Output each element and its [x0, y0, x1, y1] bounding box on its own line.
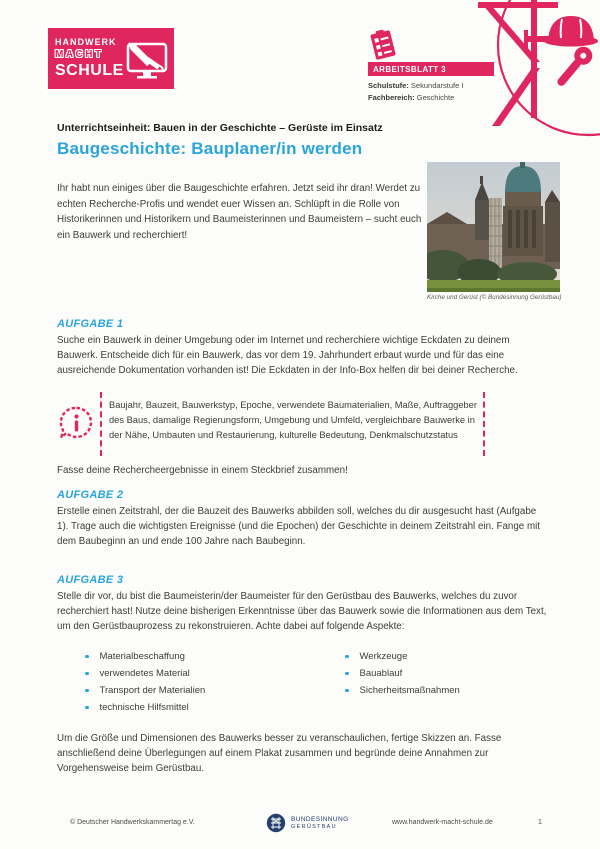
info-icon [58, 405, 95, 442]
task1-heading: AUFGABE 1 [57, 318, 124, 330]
worksheet-badge-label: ARBEITSBLATT 3 [373, 64, 447, 74]
list-item: Werkzeuge [345, 648, 460, 665]
task3-bullet-list-left [85, 648, 205, 716]
page-footer [0, 810, 600, 840]
logo-word-handwerk: HANDWERK [55, 37, 117, 47]
bullet-icon [85, 672, 89, 676]
footer-logo-line2: GERÜSTBAU [291, 823, 337, 830]
bullet-icon [85, 706, 89, 710]
list-item: verwendetes Material [85, 665, 205, 682]
infobox-text: Baujahr, Bauzeit, Bauwerkstyp, Epoche, verwendete Baumaterialien, Maße, Auftraggeber des Baus, damalige Regierungsform, Umgebung und Umfeld, vergleichbare Bauwerke in der Nähe, Umbauten und Restaurierung, kulturelle Bedeutung, Denkmalschutzstatus [109, 400, 477, 440]
intro-paragraph: Ihr habt nun einiges über die Baugeschichte erfahren. Jetzt seid ihr dran! Werdet zu echten Recherche-Profis und wendet euer Wissen an. Schlüpft in die Rolle von Historikerinnen und Historikern und Baumeisterinnen und Baumeistern – sucht euch ein Bauwerk und recherchiert! [57, 183, 422, 241]
scaffold-tools-graphic [470, 0, 600, 160]
task2-heading: AUFGABE 2 [57, 489, 124, 501]
footer-logo-line1: BUNDESINNUNG [291, 815, 349, 823]
task2-body: Erstelle einen Zeitstrahl, der die Bauzeit des Bauwerks abbilden soll, welches du dir ausgesucht hast (Aufgabe 1). Trage auch die wichtigsten Ereignisse (und die Epochen) der Geschichte in deinem Zeitstrahl ein. Fange mit dem Baubeginn an und ende 100 Jahre nach Baubeginn. [57, 506, 541, 547]
handwerk-macht-schule-logo [48, 28, 174, 89]
task1-followup: Fasse deine Rechercheergebnisse in einem Steckbrief zusammen! [57, 465, 348, 476]
list-item: technische Hilfsmittel [85, 699, 205, 716]
bullet-icon [345, 689, 349, 693]
bullet-icon [345, 672, 349, 676]
infobox-right-rule [483, 392, 485, 456]
monitor-pencil-icon [124, 36, 170, 82]
list-item: Sicherheitsmaßnahmen [345, 682, 460, 699]
website-link[interactable]: www.handwerk-macht-schule.de [392, 819, 493, 826]
logo-word-macht: MACHT [55, 49, 104, 60]
bullet-icon [85, 655, 89, 659]
infobox-left-rule [100, 392, 102, 456]
list-item: Bauablauf [345, 665, 460, 682]
wrench-icon [552, 43, 596, 91]
task3-body: Stelle dir vor, du bist die Baumeisterin/der Baumeister für den Gerüstbau des Bauwerks, welches du zuvor recherchiert hast! Nutze deine bisherigen Erkenntnisse über das Bauwerk sowie die Informationen aus dem Text, um den Gerüstbauprozess zu rekonstruieren. Achte dabei auf folgende Aspekte: [57, 591, 547, 632]
fachbereich-row: Fachbereich: Geschichte [368, 93, 455, 102]
checklist-icon [366, 28, 400, 62]
photo-caption: Kirche und Gerüst (© Bundesinnung Gerüstbau) [427, 294, 562, 301]
logo-word-schule: SCHULE [55, 62, 124, 79]
task3-bullet-list-right [345, 648, 460, 699]
worksheet-meta [368, 80, 463, 104]
list-item: Materialbeschaffung [85, 648, 205, 665]
copyright-text: © Deutscher Handwerkskammertag e.V. [70, 819, 195, 826]
task3-heading: AUFGABE 3 [57, 574, 124, 586]
bullet-icon [345, 655, 349, 659]
worksheet-badge [368, 62, 494, 76]
schulstufe-row: Schulstufe: Sekundarstufe I [368, 81, 464, 90]
unit-kicker: Unterrichtseinheit: Bauen in der Geschichte – Gerüste im Einsatz [57, 122, 383, 134]
hard-hat-icon [544, 16, 598, 47]
bullet-icon [85, 689, 89, 693]
page-title: Baugeschichte: Bauplaner/in werden [57, 139, 363, 158]
bundesinnung-logo [266, 813, 349, 833]
bundesinnung-logo-icon [266, 813, 286, 833]
task3-closing: Um die Größe und Dimensionen des Bauwerks besser zu veranschaulichen, fertige Skizzen an. Fasse anschließend deine Überlegungen auf einem Plakat zusammen und begründe deine Annahmen zur Vorgehensweise beim Gerüstbau. [57, 733, 502, 774]
page-number: 1 [538, 819, 542, 826]
church-scaffold-photo [427, 162, 560, 292]
list-item: Transport der Materialien [85, 682, 205, 699]
info-box [57, 392, 485, 456]
task1-body: Suche ein Bauwerk in deiner Umgebung oder im Internet und recherchiere wichtige Eckdaten zu deinem Bauwerk. Entscheide dich für ein Bauwerk, das vor dem 19. Jahrhundert erbaut wurde und für das eine ausreichende Dokumentation vorhanden ist! Die Eckdaten in der Info-Box helfen dir bei deiner Recherche. [57, 335, 518, 376]
